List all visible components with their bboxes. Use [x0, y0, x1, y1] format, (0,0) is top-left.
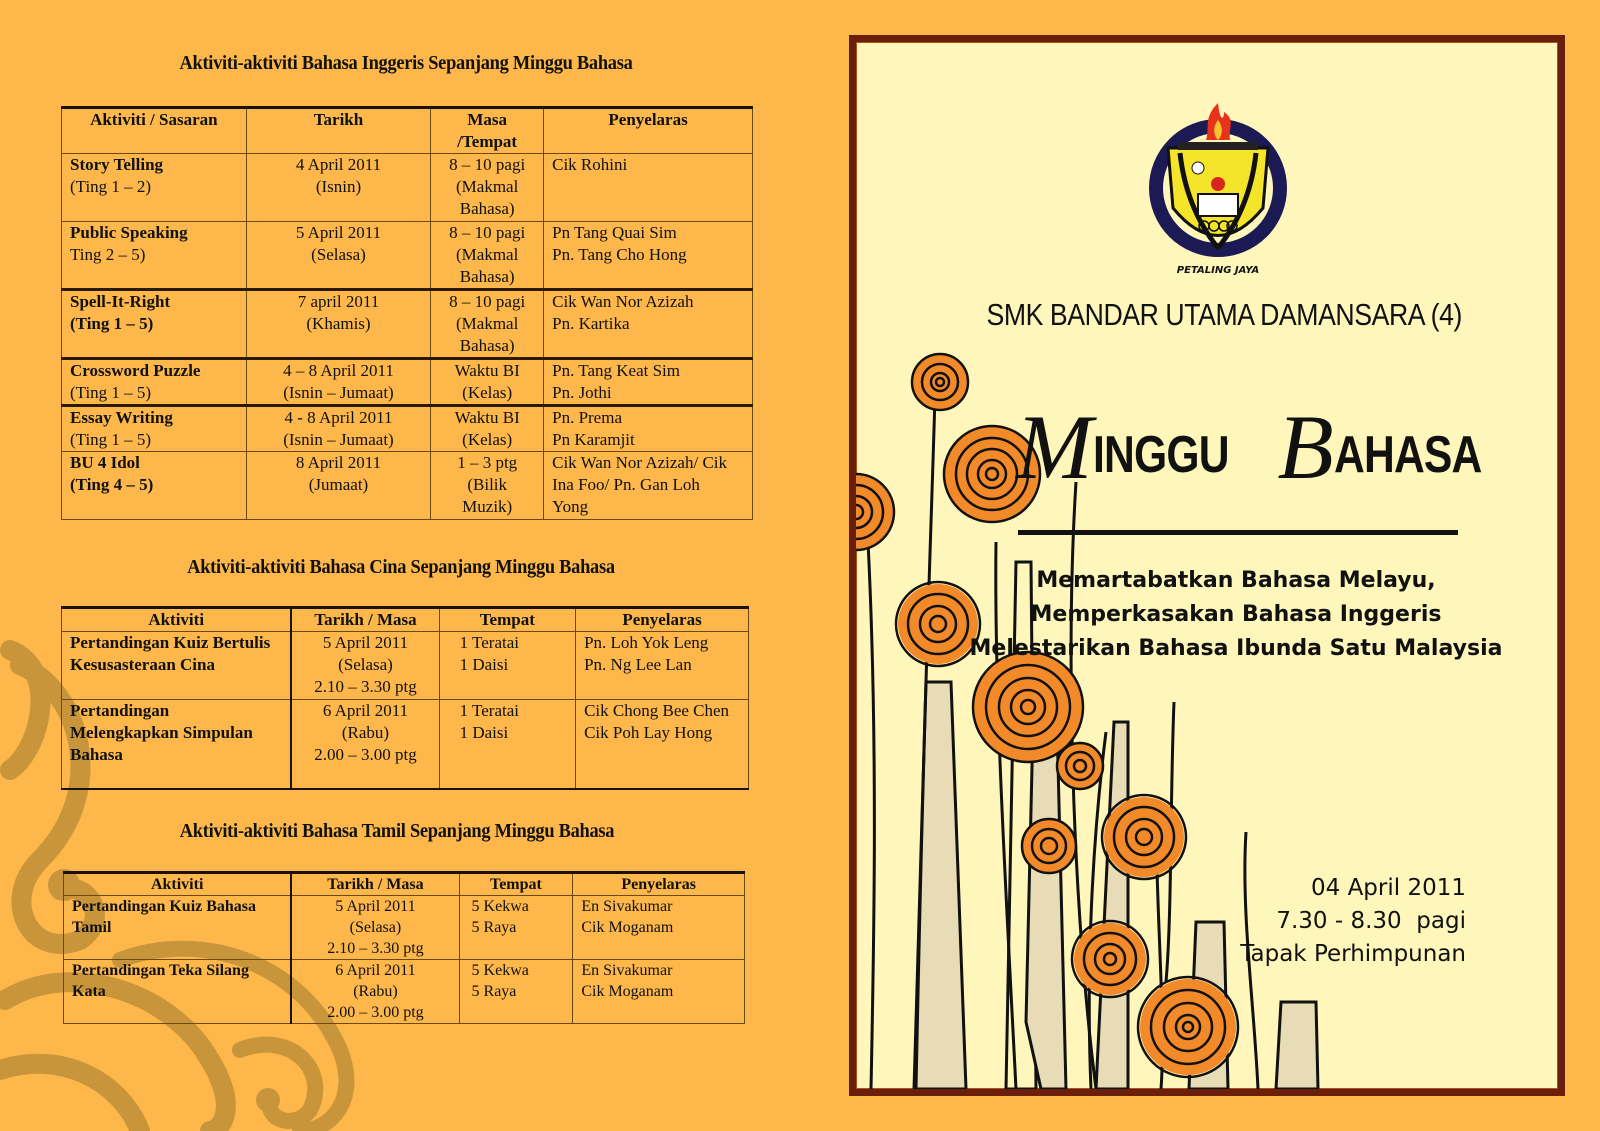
- column-header: Penyelaras: [576, 608, 749, 632]
- column-header: Masa /Tempat: [431, 108, 544, 154]
- column-header: Tarikh / Masa: [291, 873, 459, 896]
- cover-panel: [849, 35, 1565, 1096]
- column-header: Penyelaras: [573, 873, 745, 896]
- column-header: Aktiviti: [64, 873, 292, 896]
- column-header: Aktiviti: [62, 608, 292, 632]
- column-header: Tempat: [439, 608, 576, 632]
- english-section-title: Aktiviti-aktiviti Bahasa Inggeris Sepanjang Minggu Bahasa: [179, 52, 633, 74]
- table-header-row: [64, 873, 745, 896]
- table-header-row: [62, 608, 749, 632]
- chinese-section-title: Aktiviti-aktiviti Bahasa Cina Sepanjang Minggu Bahasa: [187, 556, 615, 578]
- event-details: [1240, 872, 1466, 971]
- column-header: Tarikh: [246, 108, 431, 154]
- table-row: Crossword Puzzle (Ting 1 – 5) 4 – 8 April 2011 (Isnin – Jumaat) Waktu BI (Kelas) Pn. Tang Keat Sim Pn. Jothi: [62, 359, 753, 406]
- table-header-row: [62, 108, 753, 154]
- table-row: Pertandingan Teka Silang Kata 6 April 2011 (Rabu) 2.00 – 3.00 ptg 5 Kekwa 5 Raya En Sivakumar Cik Moganam: [64, 960, 745, 1024]
- table-row: Pertandingan Melengkapkan Simpulan Bahasa 6 April 2011 (Rabu) 2.00 – 3.00 ptg 1 Teratai 1 Daisi Cik Chong Bee Chen Cik Poh Lay Hong: [62, 700, 749, 789]
- tamil-section-title: Aktiviti-aktiviti Bahasa Tamil Sepanjang Minggu Bahasa: [179, 820, 615, 842]
- event-date: 04 April 2011: [1311, 875, 1466, 901]
- tamil-activities-table: [63, 871, 745, 1024]
- event-motto: Memartabatkan Bahasa Melayu, Memperkasakan Bahasa Inggeris Melestarikan Bahasa Ibunda Satu Malaysia: [969, 568, 1503, 661]
- event-title: MINGGU BAHASA: [1016, 396, 1482, 498]
- column-header: Penyelaras: [544, 108, 753, 154]
- chinese-activities-table: [61, 606, 749, 790]
- title-underline: [1018, 530, 1458, 535]
- english-activities-table: [61, 106, 753, 520]
- event-venue: Tapak Perhimpunan: [1240, 941, 1466, 967]
- table-row: Story Telling (Ting 1 – 2) 4 April 2011 (Isnin) 8 – 10 pagi (Makmal Bahasa) Cik Rohini: [62, 154, 753, 222]
- school-name: SMK BANDAR UTAMA DAMANSARA (4): [986, 297, 1462, 332]
- school-crest-icon: [1138, 98, 1298, 278]
- table-row: Pertandingan Kuiz Bahasa Tamil 5 April 2011 (Selasa) 2.10 – 3.30 ptg 5 Kekwa 5 Raya En Sivakumar Cik Moganam: [64, 896, 745, 960]
- column-header: Tarikh / Masa: [291, 608, 439, 632]
- table-row: Public Speaking Ting 2 – 5) 5 April 2011 (Selasa) 8 – 10 pagi (Makmal Bahasa) Pn Tang Quai Sim Pn. Tang Cho Hong: [62, 222, 753, 290]
- table-row: Essay Writing (Ting 1 – 5) 4 - 8 April 2011 (Isnin – Jumaat) Waktu BI (Kelas) Pn. Prema Pn Karamjit: [62, 406, 753, 452]
- column-header: Aktiviti / Sasaran: [62, 108, 247, 154]
- table-row: Spell-It-Right (Ting 1 – 5) 7 april 2011 (Khamis) 8 – 10 pagi (Makmal Bahasa) Cik Wan Nor Azizah Pn. Kartika: [62, 290, 753, 359]
- table-row: Pertandingan Kuiz Bertulis Kesusasteraan Cina 5 April 2011 (Selasa) 2.10 – 3.30 ptg 1 Teratai 1 Daisi Pn. Loh Yok Leng Pn. Ng Lee Lan: [62, 632, 749, 700]
- table-row: BU 4 Idol (Ting 4 – 5) 8 April 2011 (Jumaat) 1 – 3 ptg (Bilik Muzik) Cik Wan Nor Azizah/ Cik Ina Foo/ Pn. Gan Loh Yong: [62, 452, 753, 520]
- column-header: Tempat: [459, 873, 573, 896]
- event-time: 7.30 - 8.30 pagi: [1276, 908, 1466, 934]
- svg-text:PETALING JAYA: PETALING JAYA: [1176, 265, 1260, 276]
